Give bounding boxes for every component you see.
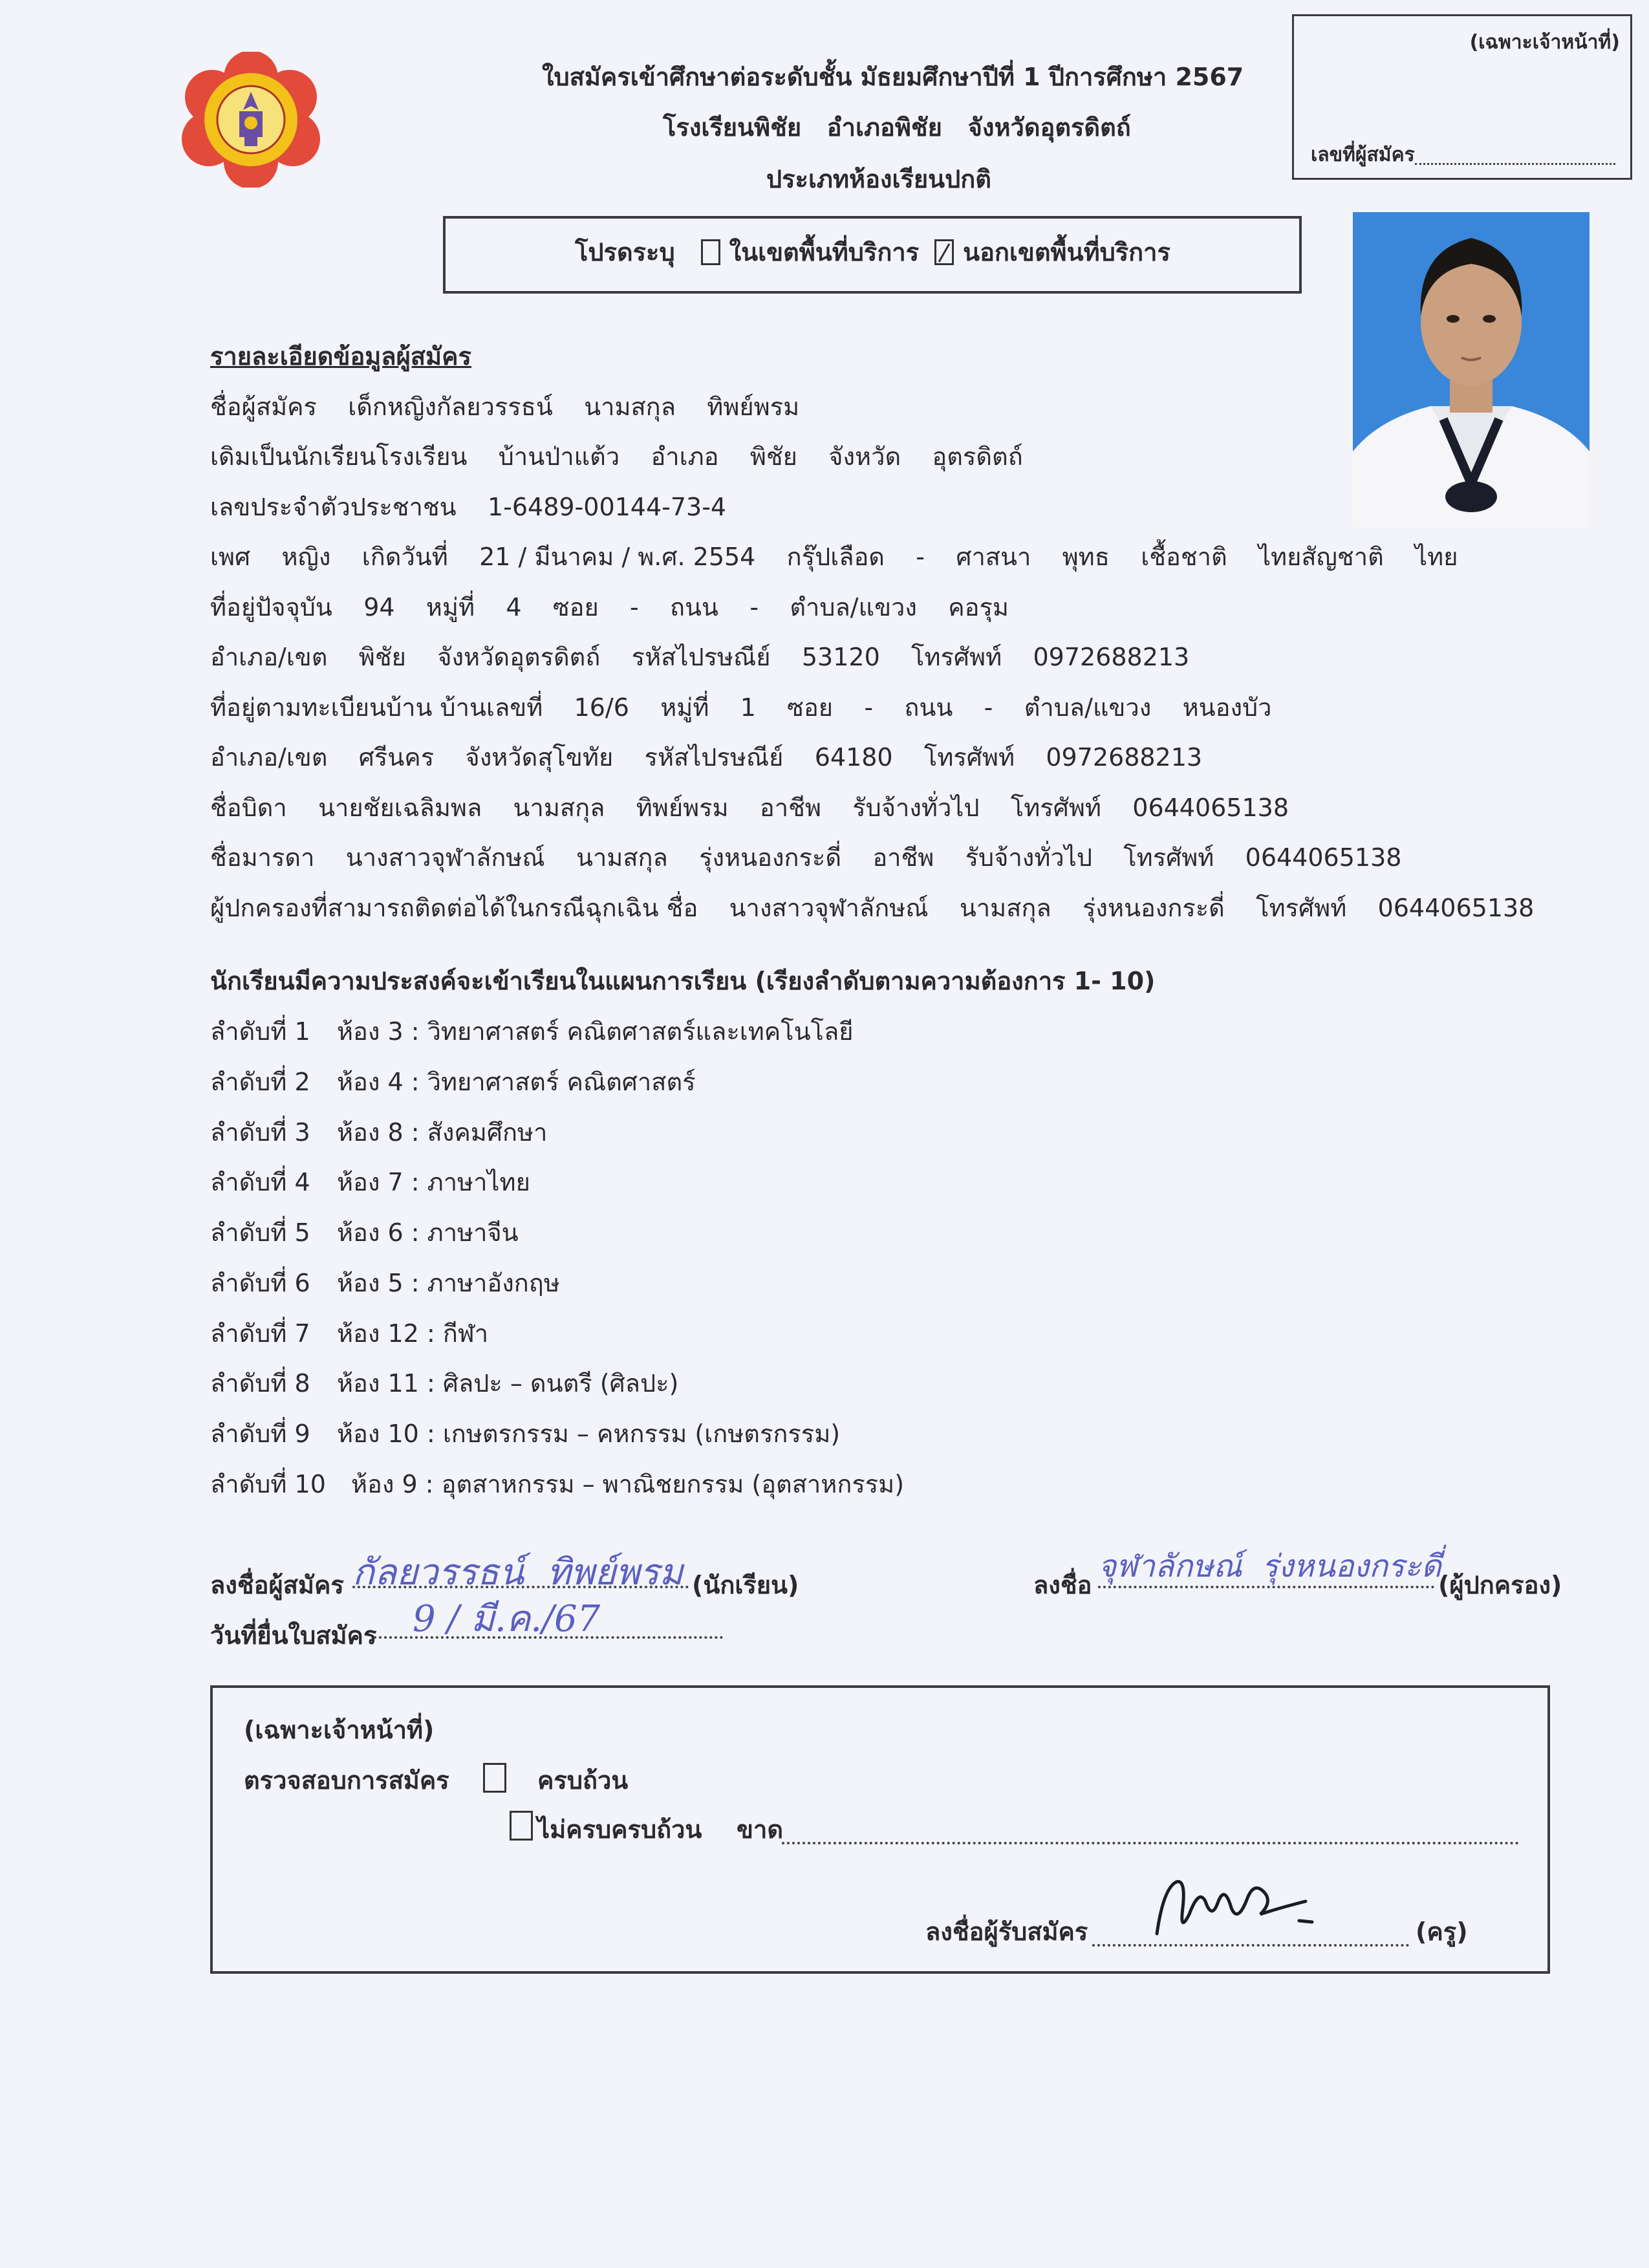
applicant-role: (นักเรียน) [692,1571,799,1599]
missing-label: ขาด [737,1815,783,1844]
guardian-signature: จุฬาลักษณ์ รุ่งหนองกระดี่ [1098,1548,1441,1584]
details-heading: รายละเอียดข้อมูลผู้สมัคร [210,342,471,371]
missing-field[interactable] [782,1825,1519,1844]
guardian-role: (ผู้ปกครอง) [1438,1571,1562,1599]
area-select-prefix: โปรดระบุ [575,238,675,266]
guardian-sign-field[interactable] [1098,1548,1441,1588]
area-select-box [443,216,1302,294]
area-in-checkbox[interactable] [701,239,720,265]
applicant-signature: กัลยวรรธน์ ทิพย์พรม [352,1551,684,1593]
date-label: วันที่ยื่นใบสมัคร [210,1621,377,1650]
applicant-sign-label: ลงชื่อผู้สมัคร [210,1571,344,1599]
office-box [1292,14,1632,180]
detail-line: เดิมเป็นนักเรียนโรงเรียน บ้านป่าแต้ว อำเภอ พิชัย จังหวัด อุตรดิตถ์ [210,442,1023,471]
detail-line: อำเภอ/เขต ศรีนคร จังหวัดสุโขทัย รหัสไปรษณีย์ 64180 โทรศัพท์ 0972688213 [210,743,1203,772]
detail-line: ที่อยู่ปัจจุบัน 94 หมู่ที่ 4 ซอย - ถนน - ตำบล/แขวง คอรุม [210,593,1009,621]
applicant-sign-field[interactable] [352,1551,689,1593]
detail-line: ชื่อบิดา นายชัยเฉลิมพล นามสกุล ทิพย์พรม อาชีพ รับจ้างทั่วไป โทรศัพท์ 0644065138 [210,794,1289,822]
form-title: ใบสมัครเข้าศึกษาต่อระดับชั้น มัธยมศึกษาปีที่ 1 ปีการศึกษา 2567 [542,63,1244,91]
incomplete-label: ไม่ครบครบถ้วน [537,1815,702,1844]
class-type: ประเภทห้องเรียนปกติ [766,165,991,193]
detail-line: ที่อยู่ตามทะเบียนบ้าน บ้านเลขที่ 16/6 หมู่ที่ 1 ซอย - ถนน - ตำบล/แขวง หนองบัว [210,693,1272,722]
detail-line: เพศ หญิง เกิดวันที่ 21 / มีนาคม / พ.ศ. 2554 กรุ๊ปเลือด - ศาสนา พุทธ เชื้อชาติ ไทยสัญชาติ ไทย [210,543,1458,571]
receiver-sign-field[interactable] [1092,1927,1409,1947]
officer-box [210,1685,1550,1974]
preferences-heading: นักเรียนมีความประสงค์จะเข้าเรียนในแผนการเรียน (เรียงลำดับตามความต้องการ 1- 10) [210,967,1156,995]
date-field[interactable] [374,1598,723,1640]
receiver-signature [1150,1863,1344,1947]
area-out-checkbox[interactable] [934,239,954,265]
detail-line: ชื่อผู้สมัคร เด็กหญิงกัลยวรรธน์ นามสกุล ทิพย์พรม [210,393,800,421]
school-logo [180,52,322,188]
applicant-no-field[interactable] [1415,147,1615,165]
receiver-label: ลงชื่อผู้รับสมัคร [925,1917,1088,1946]
detail-line: เลขประจำตัวประชาชน 1-6489-00144-73-4 [210,493,727,521]
detail-line: อำเภอ/เขต พิชัย จังหวัดอุตรดิตถ์ รหัสไปรษณีย์ 53120 โทรศัพท์ 0972688213 [210,643,1190,671]
area-out-label: นอกเขตพื้นที่บริการ [963,238,1170,266]
office-label: (เฉพาะเจ้าหน้าที่) [1469,31,1620,54]
area-in-label: ในเขตพื้นที่บริการ [729,238,920,266]
complete-checkbox[interactable] [483,1763,506,1793]
school-line: โรงเรียนพิชัย อำเภอพิชัย จังหวัดอุตรดิตถ์ [663,113,1131,142]
receiver-role: (ครู) [1416,1917,1468,1946]
incomplete-checkbox[interactable] [510,1811,533,1841]
applicant-no-label: เลขที่ผู้สมัคร [1311,144,1415,166]
officer-label: (เฉพาะเจ้าหน้าที่) [244,1716,435,1744]
guardian-sign-label: ลงชื่อ [1033,1571,1092,1599]
complete-label: ครบถ้วน [537,1766,629,1795]
applicant-photo [1353,212,1590,528]
check-label: ตรวจสอบการสมัคร [244,1766,449,1795]
date-handwritten: 9 / มี.ค./67 [413,1598,601,1640]
detail-line: ชื่อมารดา นางสาวจุฬาลักษณ์ นามสกุล รุ่งหนองกระดี่ อาชีพ รับจ้างทั่วไป โทรศัพท์ 0644065138 [210,843,1402,872]
detail-line: ผู้ปกครองที่สามารถติดต่อได้ในกรณีฉุกเฉิน ชื่อ นางสาวจุฬาลักษณ์ นามสกุล รุ่งหนองกระดี่ โทรศัพท์ 0644065138 [210,894,1535,922]
